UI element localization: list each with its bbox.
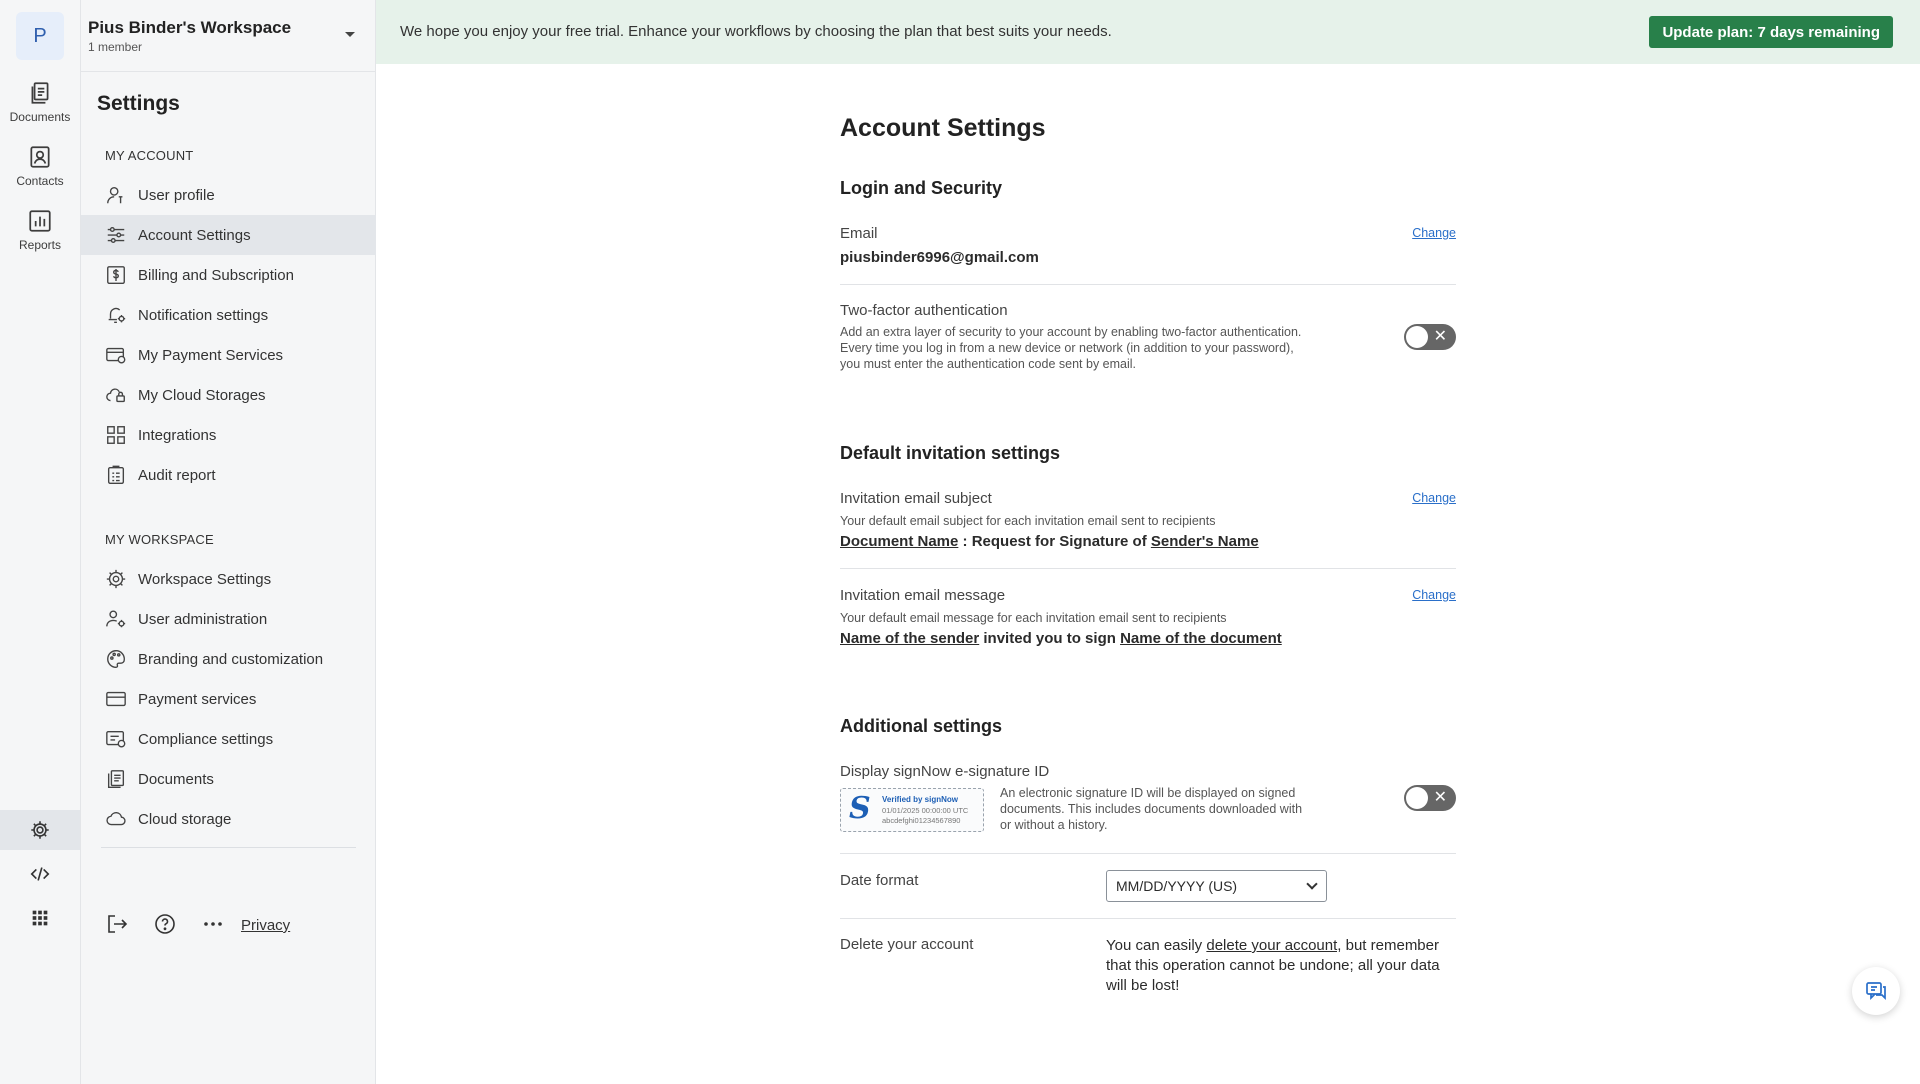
chat-icon — [1864, 979, 1888, 1003]
login-security-heading: Login and Security — [840, 178, 1003, 198]
contacts-icon — [27, 144, 53, 170]
rail-reports[interactable] — [0, 208, 80, 252]
credit-card-icon — [105, 688, 127, 710]
gear-icon — [105, 568, 127, 590]
badge-id: abcdefghi01234567890 — [882, 816, 961, 825]
divider — [840, 568, 1456, 569]
esig-id-toggle[interactable] — [1404, 785, 1456, 811]
chevron-down-icon — [1306, 878, 1317, 889]
invitation-message-value — [840, 630, 1282, 647]
document-name-variable: Name of the document — [1120, 630, 1282, 647]
privacy-link[interactable]: Privacy — [241, 917, 291, 934]
nav-label: User administration — [138, 610, 268, 628]
rail-contacts-label: Contacts — [16, 174, 64, 188]
compliance-icon — [105, 728, 127, 750]
esig-desc-line: or without a history. — [1000, 818, 1108, 832]
invitation-subject-label: Invitation email subject — [840, 490, 992, 507]
payment-card-icon — [105, 344, 127, 366]
twofa-toggle[interactable] — [1404, 324, 1456, 350]
rail-documents[interactable] — [0, 80, 80, 124]
caret-down-icon[interactable] — [345, 32, 355, 37]
badge-title: Verified by signNow — [882, 795, 959, 804]
delete-account-label: Delete your account — [840, 936, 974, 953]
close-icon: ✕ — [1433, 328, 1447, 345]
signnow-logo-icon: S — [849, 791, 871, 826]
trial-banner — [376, 0, 1920, 64]
my-account-label: MY ACCOUNT — [105, 148, 194, 163]
message-text: invited you to sign — [979, 630, 1121, 647]
nav-compliance-settings[interactable] — [81, 719, 376, 759]
workspace-switcher[interactable] — [81, 0, 376, 72]
twofa-desc-line: you must enter the authentication code sent by email. — [840, 357, 1137, 371]
nav-my-cloud-storages[interactable] — [81, 375, 376, 415]
delete-account-link[interactable]: delete your account, — [1206, 937, 1342, 954]
delete-text-post: but remember that this operation cannot be undone; all your data will be lost! — [1106, 937, 1440, 994]
esig-desc-line: documents. This includes documents downloaded with — [1000, 802, 1303, 816]
nav-label: Cloud storage — [138, 810, 232, 828]
toggle-knob — [1406, 326, 1428, 348]
nav-workspace-settings[interactable] — [81, 559, 376, 599]
nav-label: Workspace Settings — [138, 570, 272, 588]
nav-label: User profile — [138, 186, 215, 204]
twofa-description — [840, 324, 1301, 372]
cloud-icon — [105, 808, 127, 830]
audit-report-icon — [105, 464, 127, 486]
page-title: Account Settings — [840, 114, 1046, 142]
nav-label: Audit report — [138, 466, 216, 484]
logout-icon — [105, 912, 129, 936]
gear-icon — [29, 819, 51, 841]
users-gear-icon — [105, 608, 127, 630]
divider — [840, 853, 1456, 854]
nav-label: My Payment Services — [138, 346, 284, 364]
delete-text-pre: You can easily — [1106, 937, 1207, 954]
nav-documents[interactable] — [81, 759, 376, 799]
nav-cloud-storage[interactable] — [81, 799, 376, 839]
nav-label: Payment services — [138, 690, 257, 708]
nav-notification-settings[interactable] — [81, 295, 376, 335]
my-workspace-label: MY WORKSPACE — [105, 532, 214, 547]
change-message-link[interactable]: Change — [1412, 588, 1456, 602]
esig-id-label: Display signNow e-signature ID — [840, 763, 1050, 780]
nav-account-settings[interactable] — [81, 215, 376, 255]
email-label: Email — [840, 225, 878, 242]
reports-icon — [27, 208, 53, 234]
help-icon — [153, 912, 177, 936]
divider — [840, 918, 1456, 919]
esig-description — [1000, 785, 1302, 833]
esig-desc-line: An electronic signature ID will be displayed on signed — [1000, 786, 1296, 800]
twofa-label: Two-factor authentication — [840, 302, 1008, 319]
integrations-icon — [105, 424, 127, 446]
toggle-knob — [1406, 787, 1428, 809]
twofa-desc-line: Add an extra layer of security to your account by enabling two-factor authentication. — [840, 325, 1302, 339]
invitation-message-description: Your default email message for each invitation email sent to recipients — [840, 611, 1227, 625]
more-dots-icon — [201, 912, 225, 936]
nav-integrations[interactable] — [81, 415, 376, 455]
rail-reports-label: Reports — [18, 238, 62, 252]
apps-grid-icon — [29, 907, 51, 929]
chat-button[interactable] — [1852, 967, 1900, 1015]
nav-user-administration[interactable] — [81, 599, 376, 639]
documents-icon — [27, 80, 53, 106]
date-format-select[interactable] — [1106, 870, 1327, 902]
billing-icon — [105, 264, 127, 286]
documents-icon — [105, 768, 127, 790]
date-format-label: Date format — [840, 872, 919, 889]
nav-label: Notification settings — [138, 306, 269, 324]
badge-date: 01/01/2025 00:00:00 UTC — [882, 806, 969, 815]
nav-billing[interactable] — [81, 255, 376, 295]
invitation-heading: Default invitation settings — [840, 443, 1061, 463]
help-button[interactable] — [153, 912, 177, 936]
more-button[interactable] — [201, 912, 225, 936]
rail-documents-label: Documents — [9, 110, 71, 124]
nav-payment-services[interactable] — [81, 679, 376, 719]
divider — [840, 284, 1456, 285]
palette-icon — [105, 648, 127, 670]
settings-title: Settings — [97, 92, 180, 115]
bell-gear-icon — [105, 304, 127, 326]
nav-label: Documents — [138, 770, 214, 788]
nav-user-profile[interactable] — [81, 175, 376, 215]
logout-button[interactable] — [105, 912, 129, 936]
invitation-subject-value — [840, 533, 1259, 550]
nav-audit-report[interactable] — [81, 455, 376, 495]
sidebar-divider — [101, 847, 356, 848]
nav-label: Billing and Subscription — [138, 266, 294, 284]
nav-label: Compliance settings — [138, 730, 274, 748]
close-icon: ✕ — [1433, 789, 1447, 806]
rail-apps-button[interactable] — [0, 898, 80, 938]
workspace-avatar[interactable]: P — [16, 12, 64, 60]
email-value: piusbinder6996@gmail.com — [840, 249, 1039, 266]
delete-account-text — [1106, 936, 1456, 996]
nav-label: My Cloud Storages — [138, 386, 266, 404]
user-profile-icon — [105, 184, 127, 206]
invitation-subject-description: Your default email subject for each invitation email sent to recipients — [840, 514, 1216, 528]
nav-my-payment-services[interactable] — [81, 335, 376, 375]
app-rail — [0, 0, 81, 1084]
nav-label: Integrations — [138, 426, 217, 444]
sliders-icon — [105, 224, 127, 246]
change-email-link[interactable]: Change — [1412, 226, 1456, 240]
rail-settings-button[interactable] — [0, 810, 80, 850]
additional-settings-heading: Additional settings — [840, 716, 1002, 736]
update-plan-button[interactable]: Update plan: 7 days remaining — [1649, 16, 1893, 48]
subject-text: : Request for Signature of — [958, 533, 1151, 550]
invitation-message-label: Invitation email message — [840, 587, 1006, 604]
workspace-members: 1 member — [88, 40, 143, 54]
sender-name-variable: Name of the sender — [840, 630, 980, 647]
rail-developer-button[interactable] — [0, 854, 80, 894]
sender-name-variable: Sender's Name — [1150, 533, 1259, 550]
workspace-name: Pius Binder's Workspace — [88, 18, 292, 37]
nav-label: Branding and customization — [138, 650, 324, 668]
twofa-desc-line: Every time you log in from a new device or network (in addition to your password), — [840, 341, 1294, 355]
settings-sidebar — [81, 0, 376, 1084]
code-icon — [29, 863, 51, 885]
nav-label: Account Settings — [138, 226, 251, 244]
change-subject-link[interactable]: Change — [1412, 491, 1456, 505]
cloud-lock-icon — [105, 384, 127, 406]
nav-branding[interactable] — [81, 639, 376, 679]
trial-banner-text: We hope you enjoy your free trial. Enhance your workflows by choosing the plan that best suits your needs. — [400, 23, 1112, 40]
date-format-value: MM/DD/YYYY (US) — [1116, 878, 1238, 894]
document-name-variable: Document Name — [840, 533, 959, 550]
signnow-id-badge — [840, 788, 984, 832]
rail-contacts[interactable] — [0, 144, 80, 188]
